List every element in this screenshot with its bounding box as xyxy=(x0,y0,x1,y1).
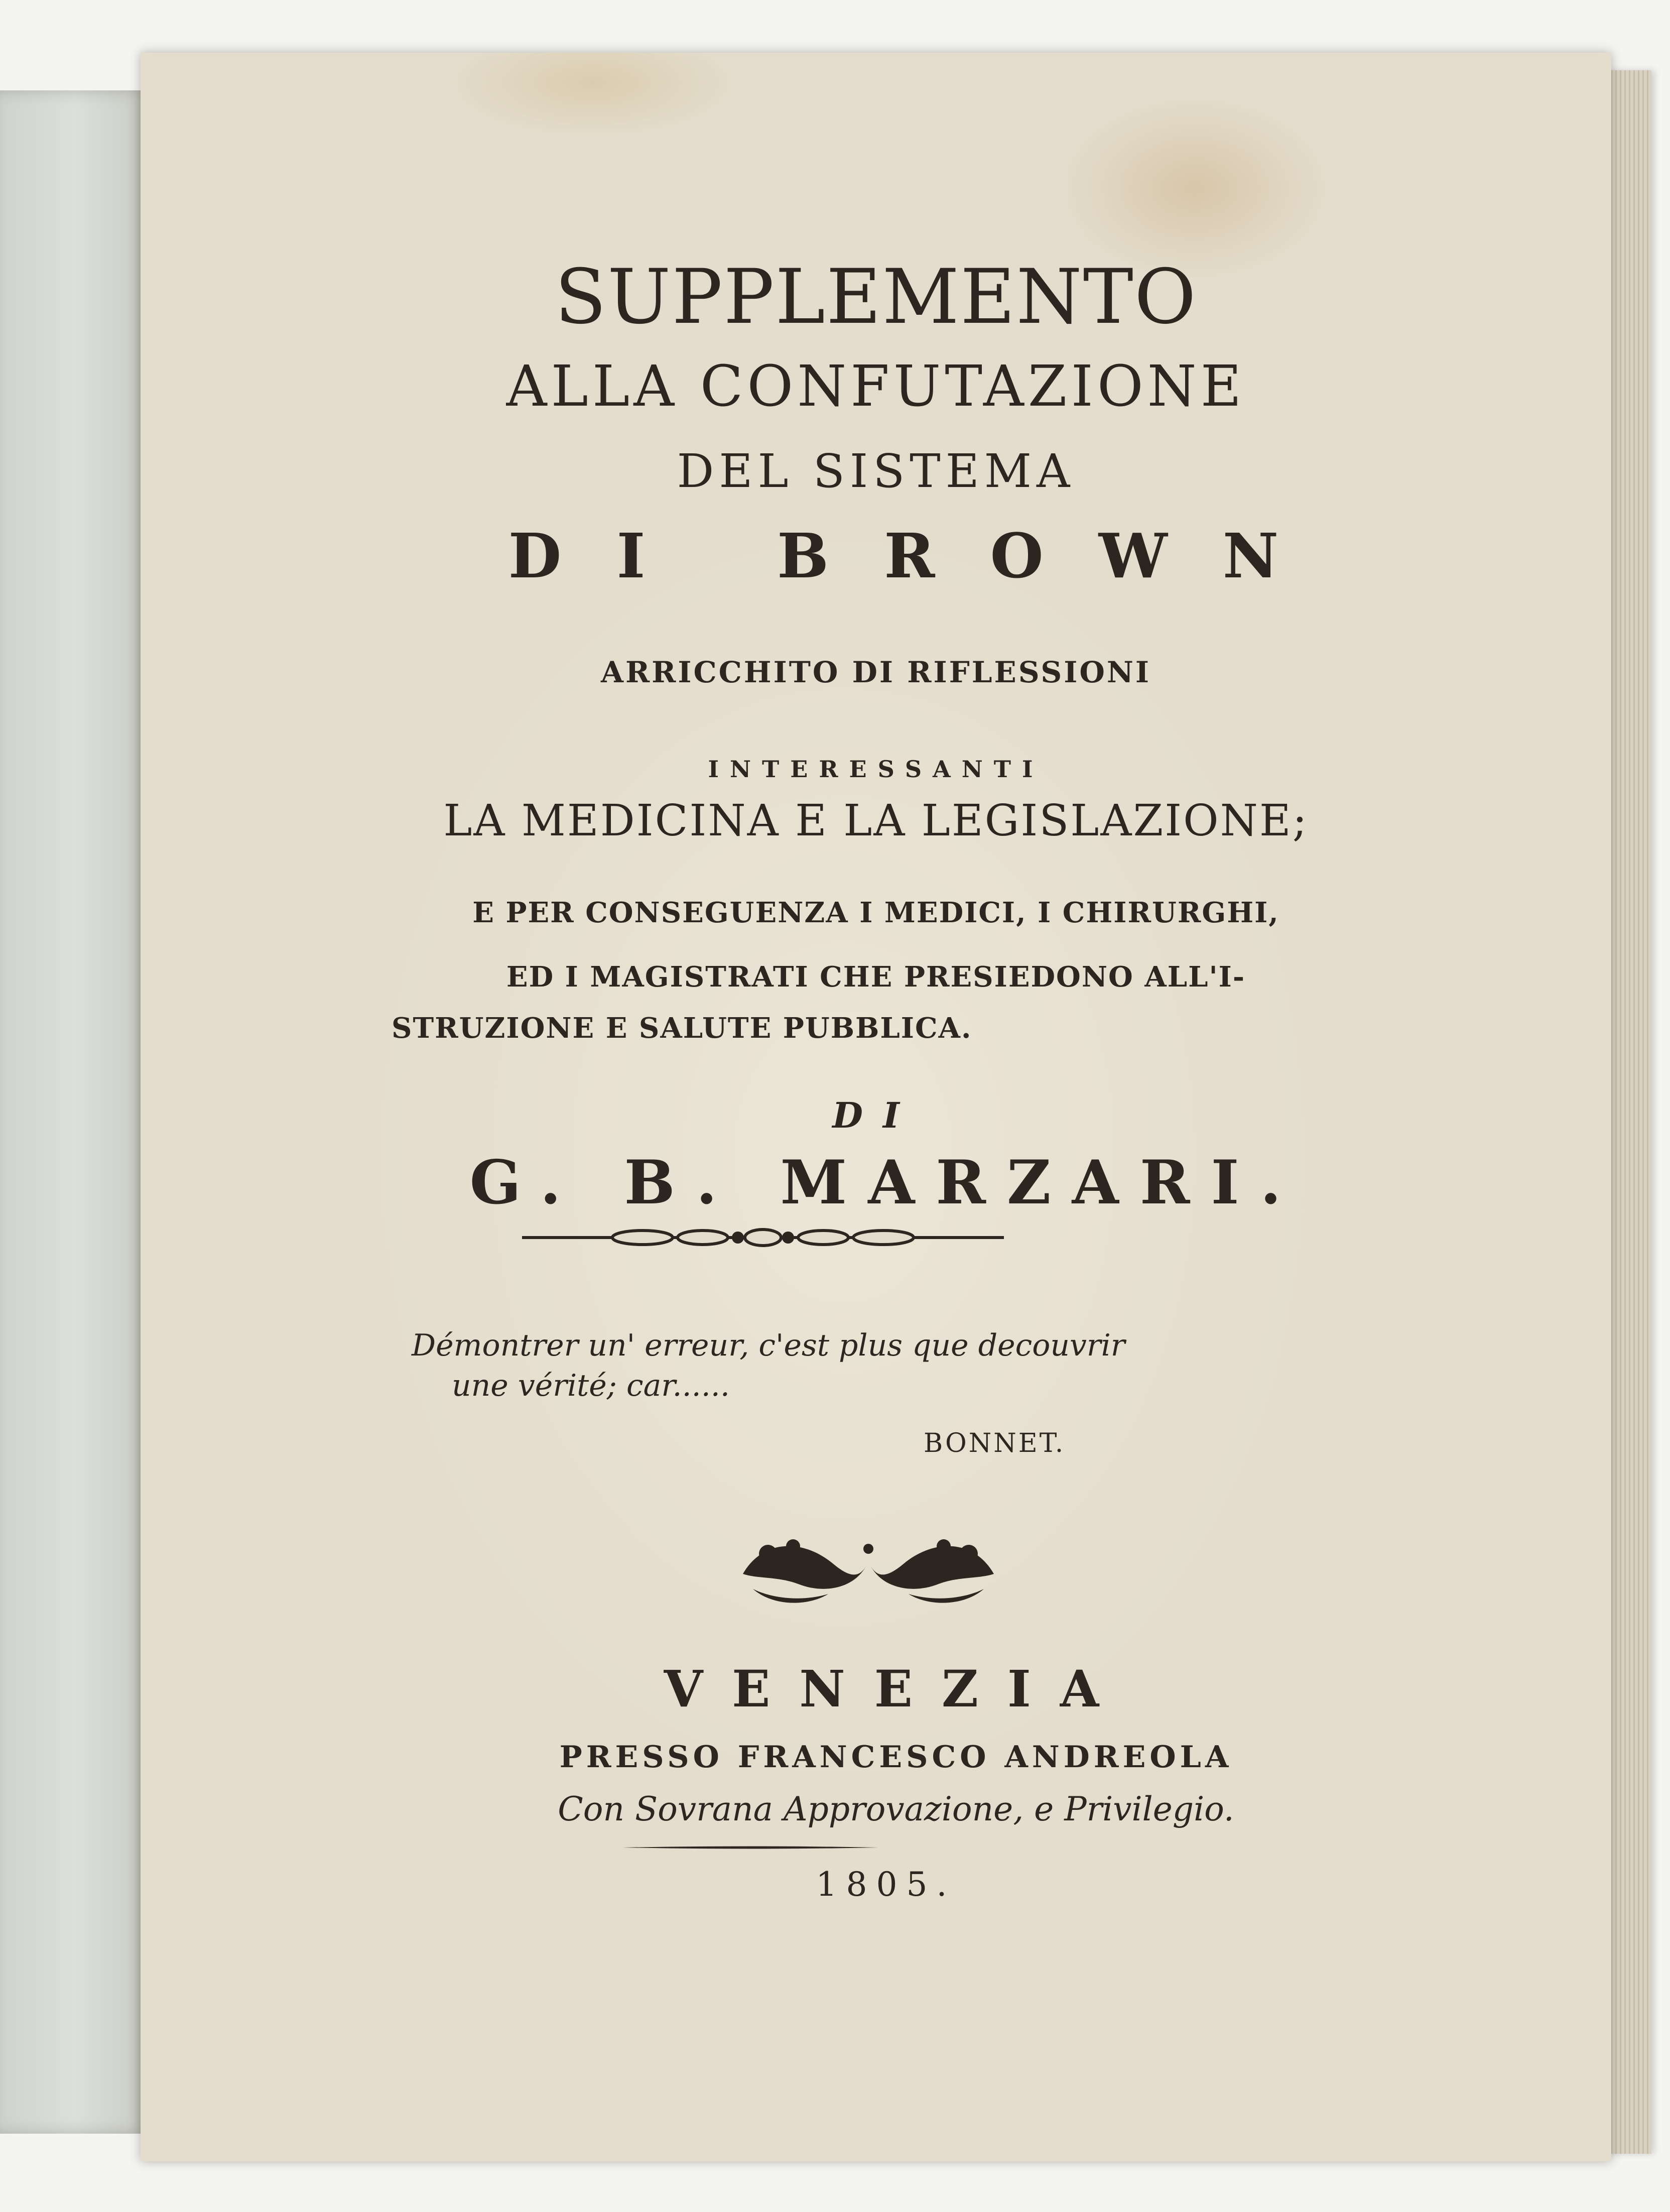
title-line-3: DEL SISTEMA xyxy=(677,444,1075,498)
subtitle-line-3: LA MEDICINA E LA LEGISLAZIONE; xyxy=(443,796,1309,846)
short-rule xyxy=(622,1845,878,1850)
epigraph-line-2: une vérité; car...... xyxy=(452,1368,730,1403)
floral-ornament xyxy=(733,1519,1004,1609)
title-line-2: ALLA CONFUTAZIONE xyxy=(506,354,1246,419)
imprint-year: 1805. xyxy=(816,1865,956,1904)
subtitle-line-1: ARRICCHITO DI RIFLESSIONI xyxy=(600,655,1151,689)
subtitle-line-4: E PER CONSEGUENZA I MEDICI, I CHIRURGHI, xyxy=(472,896,1279,929)
subtitle-line-2: INTERESSANTI xyxy=(708,756,1044,783)
ornamental-rule xyxy=(522,1222,1004,1253)
by-label: DI xyxy=(832,1094,920,1136)
subtitle-line-6: STRUZIONE E SALUTE PUBBLICA. xyxy=(392,1012,972,1045)
title-line-4: DI BROWN xyxy=(508,520,1334,592)
epigraph-line-1: Démontrer un' erreur, c'est plus que decouvrir xyxy=(412,1328,1125,1363)
title-page xyxy=(141,53,1611,2161)
imprint-privilege: Con Sovrana Approvazione, e Privilegio. xyxy=(558,1790,1234,1828)
title-line-1: SUPPLEMENTO xyxy=(555,254,1197,341)
author-name: G. B. MARZARI. xyxy=(469,1147,1303,1218)
imprint-publisher: PRESSO FRANCESCO ANDREOLA xyxy=(559,1740,1233,1775)
imprint-city: VENEZIA xyxy=(664,1659,1128,1718)
epigraph-attribution: BONNET. xyxy=(924,1428,1066,1458)
facing-page-edge xyxy=(0,90,151,2134)
subtitle-line-5: ED I MAGISTRATI CHE PRESIEDONO ALL'I- xyxy=(506,960,1246,994)
